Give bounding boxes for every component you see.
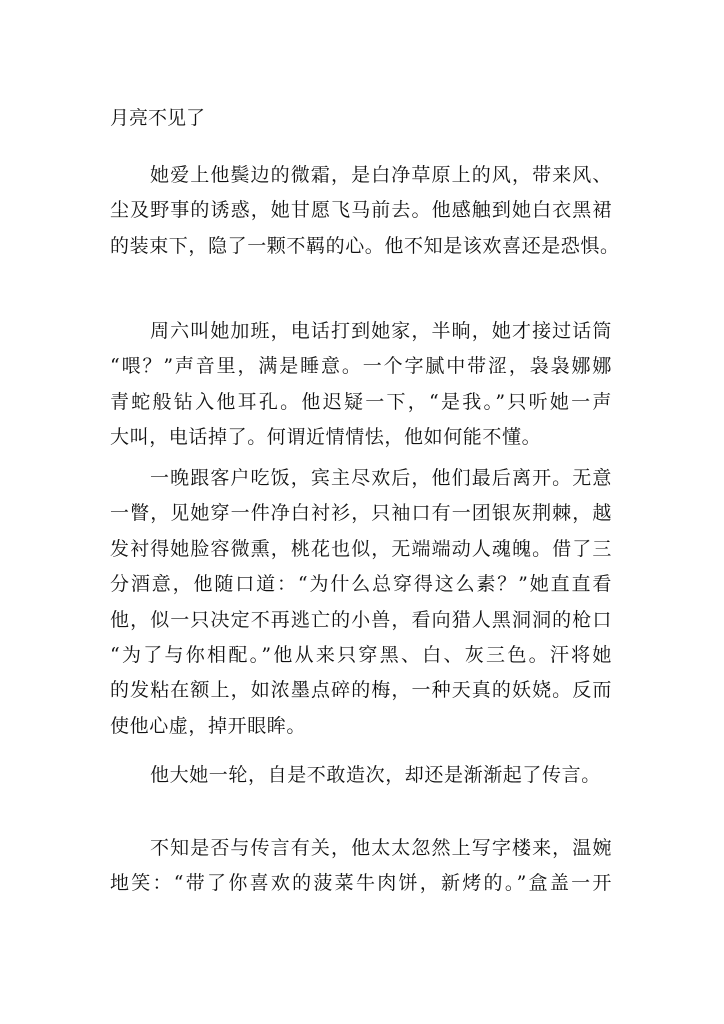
paragraph-1 — [110, 158, 620, 264]
paragraph-4 — [110, 758, 612, 793]
document-title: 月亮不见了 — [110, 107, 206, 129]
text-line: 地笑：“带了你喜欢的菠菜牛肉饼，新烤的。”盒盖一开 — [110, 872, 612, 895]
text-line: 不知是否与传言有关，他太太忽然上写字楼来，温婉 — [150, 837, 612, 859]
text-line: 的装束下，隐了一颗不羁的心。他不知是该欢喜还是恐惧。 — [110, 234, 620, 257]
text-line: 他，似一只决定不再逃亡的小兽，看向猎人黑洞洞的枪口 — [110, 608, 612, 631]
text-line: 他大她一轮，自是不敢造次，却还是渐渐起了传言。 — [150, 764, 601, 786]
paragraph-5 — [110, 831, 612, 902]
text-line: 她爱上他鬓边的微霜，是白净草原上的风，带来风、 — [150, 164, 612, 186]
text-line: “喂？”声音里，满是睡意。一个字腻中带涩，袅袅娜娜 — [110, 355, 612, 378]
text-line: 一晚跟客户吃饭，宾主尽欢后，他们最后离开。无意 — [150, 467, 612, 489]
text-line: 使他心虚，掉开眼眸。 — [110, 714, 307, 737]
text-line: 周六叫她加班，电话打到她家，半晌，她才接过话筒 — [150, 320, 612, 342]
paragraph-2 — [110, 314, 612, 456]
text-line: 发衬得她脸容微熏，桃花也似，无端端动人魂魄。借了三 — [110, 537, 612, 560]
text-line: 青蛇般钻入他耳孔。他迟疑一下，“是我。”只听她一声 — [110, 390, 612, 413]
text-line: 大叫，电话掉了。何谓近情情怯，他如何能不懂。 — [110, 426, 542, 449]
paragraph-3 — [110, 461, 612, 744]
text-line: 分酒意，他随口道：“为什么总穿得这么素？”她直直看 — [110, 573, 612, 596]
text-line: 尘及野事的诱惑，她甘愿飞马前去。他感触到她白衣黑裙 — [110, 199, 612, 222]
text-line: 的发粘在额上，如浓墨点碎的梅，一种天真的妖娆。反而 — [110, 679, 612, 702]
text-line: “为了与你相配。”他从来只穿黑、白、灰三色。汗将她 — [110, 644, 612, 667]
text-line: 一瞥，见她穿一件净白衬衫，只袖口有一团银灰荆棘，越 — [110, 502, 612, 525]
